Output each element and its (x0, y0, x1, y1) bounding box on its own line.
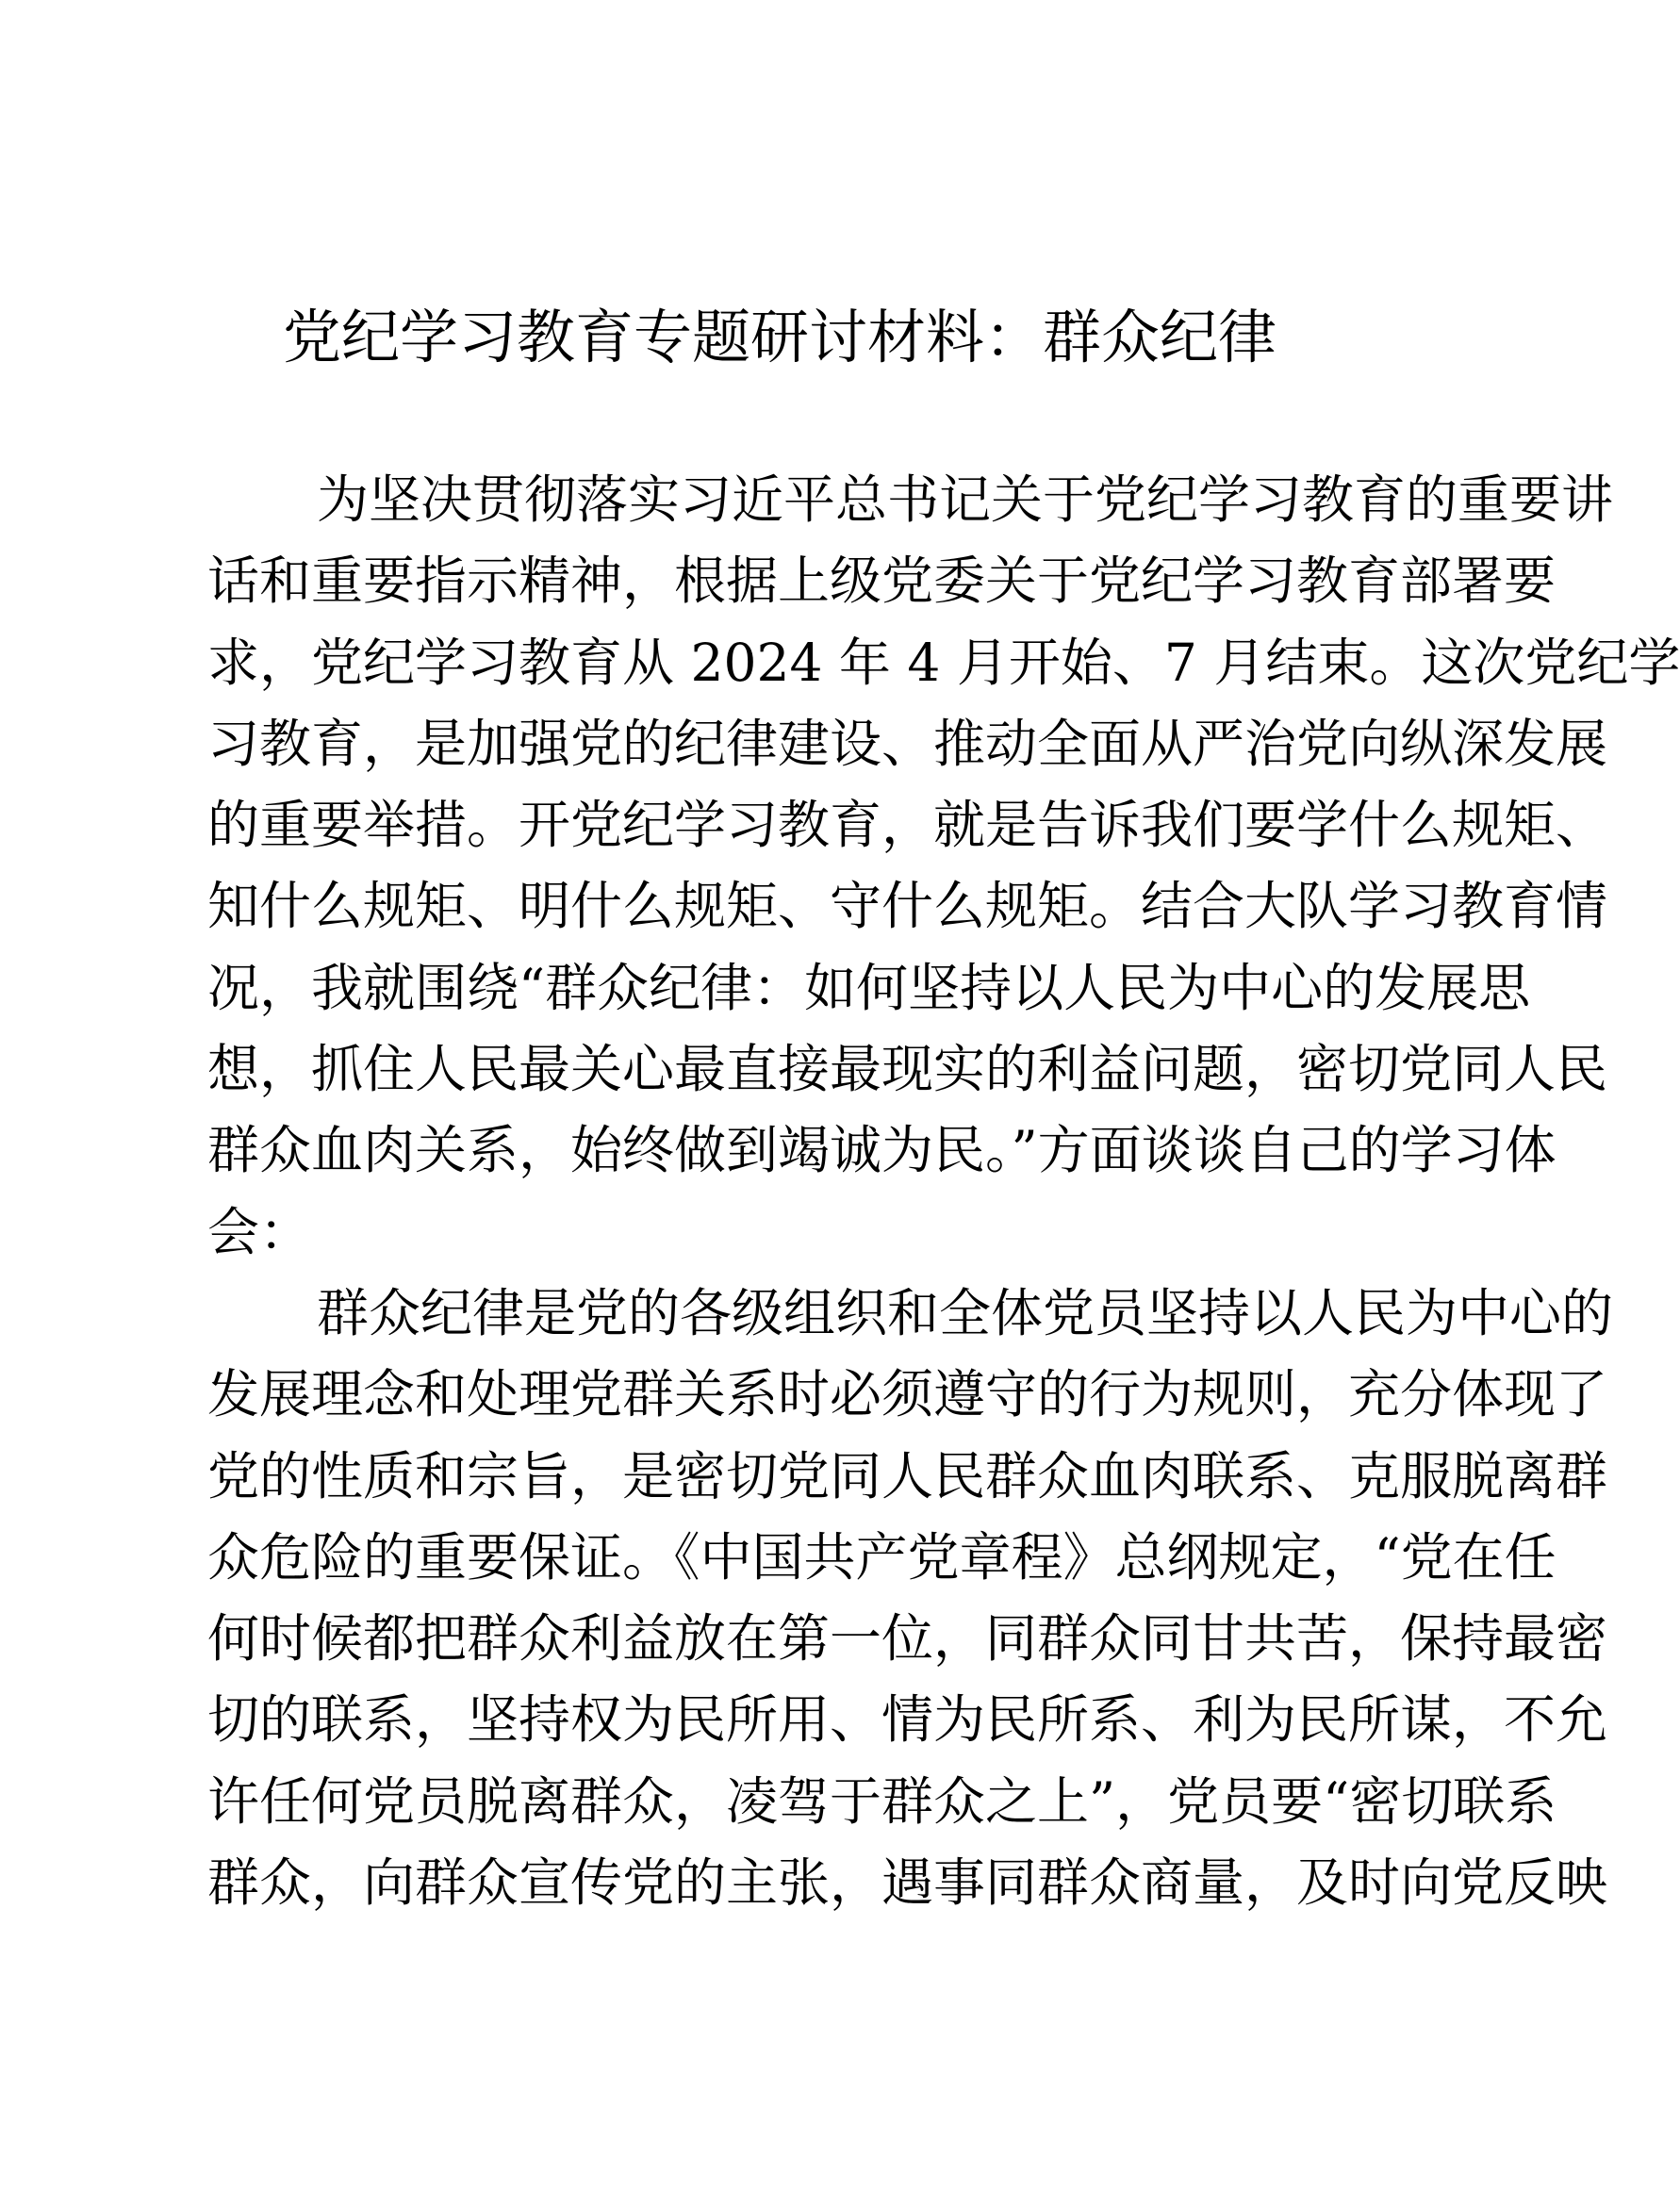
text-line: 群众纪律是党的各级组织和全体党员坚持以人民为中心的 (317, 1282, 1614, 1343)
text-line: 切的联系，坚持权为民所用、情为民所系、利为民所谋，不允 (207, 1689, 1608, 1751)
text-line: 众危险的重要保证。《中国共产党章程》总纲规定，“党在任 (207, 1526, 1556, 1588)
text-line: 想，抓住人民最关心最直接最现实的利益问题，密切党同人民 (207, 1039, 1608, 1100)
text-line: 况，我就围绕“群众纪律：如何坚持以人民为中心的发展思 (207, 957, 1531, 1018)
text-line: 求，党纪学习教育从 2024 年 4 月开始、7 月结束。这次党纪学 (207, 632, 1680, 693)
text-line: 群众，向群众宣传党的主张，遇事同群众商量，及时向党反映 (207, 1852, 1608, 1914)
text-line: 发展理念和处理党群关系时必须遵守的行为规则，充分体现了 (207, 1364, 1608, 1425)
document-title: 党纪学习教育专题研讨材料：群众纪律 (282, 303, 1276, 371)
document-body (207, 459, 1680, 1923)
text-line: 话和重要指示精神，根据上级党委关于党纪学习教育部署要 (207, 551, 1556, 612)
text-line: 会： (207, 1201, 312, 1262)
paragraph-2 (207, 1273, 1614, 1923)
text-line: 许任何党员脱离群众，凌驾于群众之上”，党员要“密切联系 (207, 1770, 1557, 1832)
text-line: 习教育，是加强党的纪律建设、推动全面从严治党向纵深发展 (207, 713, 1608, 774)
text-line: 知什么规矩、明什么规矩、守什么规矩。结合大队学习教育情 (207, 876, 1608, 937)
text-line: 何时候都把群众利益放在第一位，同群众同甘共苦，保持最密 (207, 1608, 1608, 1670)
text-line: 为坚决贯彻落实习近平总书记关于党纪学习教育的重要讲 (317, 469, 1614, 530)
paragraph-1 (207, 459, 1680, 1273)
text-line: 党的性质和宗旨，是密切党同人民群众血肉联系、克服脱离群 (207, 1445, 1608, 1506)
text-line: 的重要举措。开党纪学习教育，就是告诉我们要学什么规矩、 (207, 795, 1608, 856)
text-line: 群众血肉关系，始终做到竭诚为民。”方面谈谈自己的学习体 (207, 1120, 1556, 1181)
